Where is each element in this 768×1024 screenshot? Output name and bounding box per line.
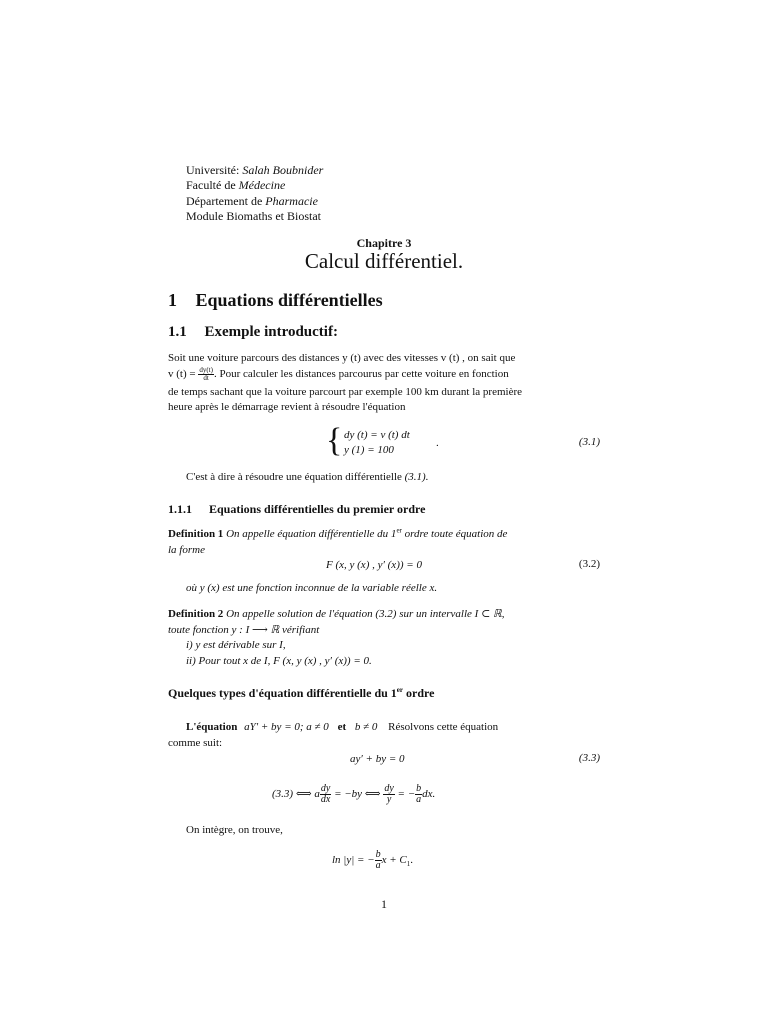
definition-1-sup: er (396, 526, 402, 535)
subsubsection-number: 1.1.1 (168, 502, 192, 516)
section-heading-1-1 (168, 324, 338, 341)
derivation-a: a (314, 788, 320, 801)
subsubsection-title: Equations différentielles du premier ordre (209, 502, 426, 516)
c-est-text: C'est à dire à résoudre une équation différentielle (186, 471, 405, 483)
derivation-equation (272, 784, 435, 805)
faculty-label: Faculté de (186, 178, 236, 192)
department-line (186, 194, 318, 209)
frac-num: b (375, 849, 381, 860)
frac-num: dy (320, 783, 331, 794)
definition-1 (168, 527, 600, 542)
intro-line-2 (168, 367, 600, 382)
subsection-number: 1.1 (168, 324, 187, 340)
derivative-fraction (198, 367, 214, 382)
lequation-line (168, 720, 600, 735)
equation-number-3-3: (3.3) (578, 752, 600, 764)
intro-v-def: v (t) = (168, 368, 199, 381)
system-eq-2: y (1) = 100 (344, 444, 394, 456)
dy-y-fraction (383, 784, 394, 805)
university-label: Université: (186, 163, 240, 177)
equiv-arrow-2: ⟺ (364, 788, 381, 801)
department-label: Département de (186, 194, 263, 208)
frac-num: dy(t) (199, 366, 213, 374)
frac-num: dy (384, 783, 394, 794)
frac-den: a (375, 860, 381, 871)
definition-1-text-a: On appelle équation différentielle du 1 (226, 528, 397, 540)
derivation-eq: = − (397, 788, 416, 801)
dy-dx-fraction (320, 784, 331, 805)
lequation-label: L'équation (186, 721, 238, 733)
equation-3-3: ay′ + by = 0 (350, 753, 405, 765)
frac-den: dt (203, 374, 209, 382)
types-sup: er (396, 686, 404, 694)
integrated-rhs: x + C (381, 854, 407, 867)
intro-line-2-rest: . Pour calculer les distances parcourus par cette voiture en fonction (213, 368, 509, 381)
definition-2 (168, 607, 600, 622)
definition-2-line-2: toute fonction y : I ⟶ ℝ vérifiant (168, 624, 320, 636)
definition-1-text-b: ordre toute équation de (401, 528, 508, 540)
lequation-et: et (337, 721, 347, 733)
module-line: Module Biomaths et Biostat (186, 209, 321, 223)
page-number: 1 (381, 897, 387, 911)
integrate-text: On intègre, on trouve, (186, 824, 283, 836)
intro-line-1: Soit une voiture parcours des distances y (t) avec des vitesses v (t) , on sait que (168, 352, 516, 364)
definition-1-label: Definition 1 (168, 528, 224, 540)
equation-3-2: F (x, y (x) , y′ (x)) = 0 (326, 559, 422, 571)
definition-2-label: Definition 2 (168, 608, 224, 620)
faculty-line (186, 178, 285, 193)
section-heading-1-1-1 (168, 502, 425, 517)
derivation-ref: (3.3) (272, 788, 294, 801)
university-name: Salah Boubnider (242, 163, 324, 177)
definition-1-after: où y (x) est une fonction inconnue de la variable réelle x. (186, 582, 438, 594)
left-brace: { (326, 422, 343, 459)
equation-number-3-1: (3.1) (578, 436, 600, 448)
definition-2-item-2: ii) Pour tout x de I, F (x, y (x) , y′ (x)) = 0. (186, 655, 372, 667)
lequation-condition-2: b ≠ 0 (354, 721, 378, 733)
c-est-a-dire (186, 470, 428, 485)
system-dot: . (436, 437, 439, 449)
intro-line-4: heure après le démarrage revient à résoudre l'équation (168, 401, 406, 413)
frac-num: b (416, 783, 422, 794)
intro-line-3: de temps sachant que la voiture parcourt par exemple 100 km durant la première (168, 386, 523, 398)
lequation-text: Résolvons cette équation (388, 721, 499, 733)
definition-1-form: la forme (168, 544, 205, 556)
system-eq-1: dy (t) = v (t) dt (344, 429, 410, 441)
chapter-label: Chapitre 3 (356, 236, 412, 250)
derivation-end: dx. (422, 788, 436, 801)
university-line (186, 163, 323, 178)
subsection-title: Exemple introductif: (204, 324, 338, 340)
section-heading-1 (168, 290, 383, 311)
lequation-line-2: comme suit: (168, 737, 223, 749)
lequation-condition: aY′ + by = 0; a ≠ 0 (244, 721, 329, 733)
section-number: 1 (168, 290, 177, 310)
types-title-b: ordre (403, 686, 435, 700)
department-name: Pharmacie (265, 194, 318, 208)
chapter-title: Calcul différentiel. (304, 249, 464, 273)
equation-number-3-2: (3.2) (578, 558, 600, 570)
derivation-mid: = −by (334, 788, 363, 801)
c-est-ref: (3.1). (404, 471, 429, 483)
frac-den: y (386, 794, 392, 805)
equiv-arrow: ⟺ (295, 788, 312, 801)
section-title: Equations différentielles (195, 290, 383, 310)
integrated-lhs: ln |y| = − (332, 854, 375, 867)
integrated-end: . (410, 854, 413, 867)
definition-2-line-1: On appelle solution de l'équation (3.2) sur un intervalle I ⊂ ℝ, (226, 608, 505, 620)
integrated-sub: 1 (406, 860, 411, 869)
integrated-equation (332, 850, 413, 872)
faculty-name: Médecine (238, 178, 286, 192)
types-heading (168, 686, 434, 701)
types-title-a: Quelques types d'équation différentielle du 1 (168, 686, 397, 700)
definition-2-item-1: i) y est dérivable sur I, (186, 639, 286, 651)
b-a-fraction-2 (375, 850, 382, 871)
frac-den: a (416, 794, 422, 805)
frac-den: dx (320, 794, 331, 805)
